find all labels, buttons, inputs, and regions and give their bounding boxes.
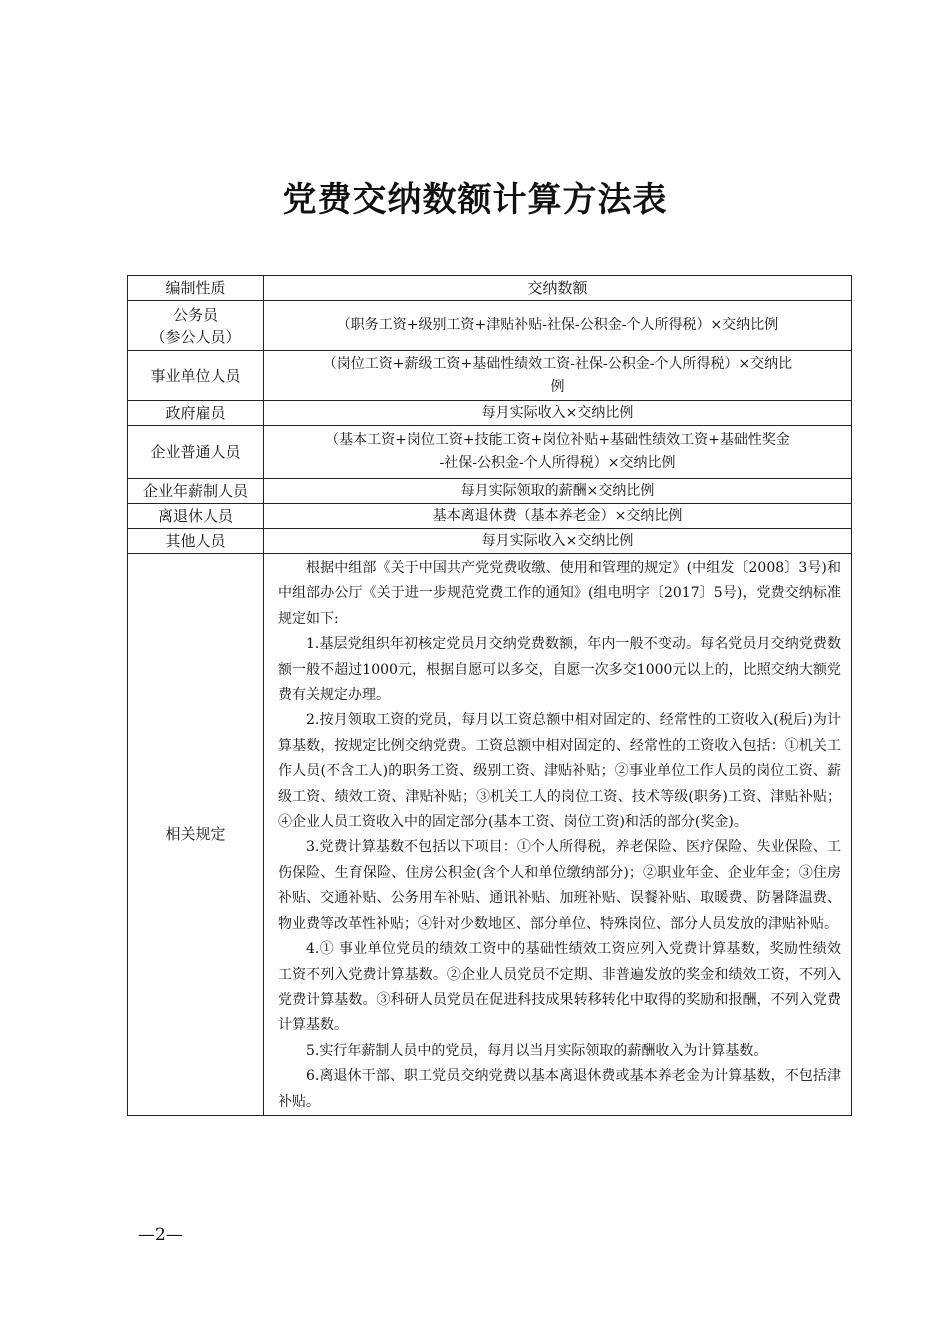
category-cell: 离退休人员 — [128, 504, 264, 529]
category-cell: 政府雇员 — [128, 401, 264, 426]
category-label: 公务员 — [172, 305, 218, 324]
table-row-rules — [128, 554, 852, 1116]
formula-cell — [264, 426, 852, 479]
category-cell: 企业年薪制人员 — [128, 479, 264, 504]
category-sublabel: （参公人员） — [150, 327, 241, 346]
dues-calculation-table — [127, 275, 852, 1116]
table-row — [128, 479, 852, 504]
rules-paragraph: 3.党费计算基数不包括以下项目：①个人所得税，养老保险、医疗保险、失业保险、工伤保险、生育保险、住房公积金(含个人和单位缴纳部分)；②职业年金、企业年金；③住房补贴、交通补贴、公务用车补贴、通讯补贴、加班补贴、误餐补贴、取暖费、防暑降温费、物业费等改革性补贴；④针对少数地区、部分单位、特殊岗位、部分人员发放的津贴补贴。 — [278, 839, 841, 932]
rules-paragraph: 2.按月领取工资的党员，每月以工资总额中相对固定的、经常性的工资收入(税后)为计算基数，按规定比例交纳党费。工资总额中相对固定的、经常性的工资收入包括：①机关工作人员(不含工人)的职务工资、级别工资、津贴补贴；②事业单位工作人员的岗位工资、薪级工资、绩效工资、津贴补贴；③机关工人的岗位工资、技术等级(职务)工资、津贴补贴；④企业人员工资收入中的固定部分(基本工资、岗位工资)和活的部分(奖金)。 — [278, 712, 841, 831]
formula-line: 例 — [550, 378, 565, 395]
formula-line: -社保-公积金-个人所得税）×交纳比例 — [439, 455, 676, 471]
formula-cell — [264, 351, 852, 401]
table-row — [128, 401, 852, 426]
table-row — [128, 529, 852, 554]
rules-paragraph: 6.离退休干部、职工党员交纳党费以基本离退休费或基本养老金为计算基数，不包括津补贴。 — [278, 1068, 841, 1110]
table-row — [128, 351, 852, 401]
header-amount: 交纳数额 — [264, 276, 852, 301]
table-row — [128, 301, 852, 351]
formula-cell: 基本离退休费（基本养老金）×交纳比例 — [264, 504, 852, 529]
rules-cell — [264, 554, 852, 1116]
category-cell: 事业单位人员 — [128, 351, 264, 401]
category-cell: 企业普通人员 — [128, 426, 264, 479]
formula-line: （岗位工资+薪级工资+基础性绩效工资-社保-公积金-个人所得税）×交纳比 — [322, 355, 793, 372]
category-cell: 其他人员 — [128, 529, 264, 554]
category-cell — [128, 301, 264, 351]
rules-paragraph: 4.① 事业单位党员的绩效工资中的基础性绩效工资应列入党费计算基数，奖励性绩效工资不列入党费计算基数。②企业人员党员不定期、非普遍发放的奖金和绩效工资，不列入党费计算基数。③科研人员党员在促进科技成果转移转化中取得的奖励和报酬，不列入党费计算基数。 — [278, 941, 841, 1034]
page-number: —2— — [138, 1225, 183, 1245]
formula-line: （基本工资+岗位工资+技能工资+岗位补贴+基础性绩效工资+基础性奖金 — [325, 432, 790, 448]
formula-cell: 每月实际收入×交纳比例 — [264, 529, 852, 554]
formula-cell: （职务工资+级别工资+津贴补贴-社保-公积金-个人所得税）×交纳比例 — [264, 301, 852, 351]
header-category: 编制性质 — [128, 276, 264, 301]
formula-cell: 每月实际领取的薪酬×交纳比例 — [264, 479, 852, 504]
formula-cell: 每月实际收入×交纳比例 — [264, 401, 852, 426]
rules-paragraph: 1.基层党组织年初核定党员月交纳党费数额，年内一般不变动。每名党员月交纳党费数额一般不超过1000元，根据自愿可以多交，自愿一次多交1000元以上的，比照交纳大额党费有关规定办理。 — [278, 636, 841, 704]
category-cell: 相关规定 — [128, 554, 264, 1116]
table-header-row — [128, 276, 852, 301]
table-row — [128, 504, 852, 529]
rules-paragraph: 根据中组部《关于中国共产党党费收缴、使用和管理的规定》(中组发〔2008〕3号)和中组部办公厅《关于进一步规范党费工作的通知》(组电明字〔2017〕5号)，党费交纳标准规定如下: — [278, 560, 841, 627]
rules-paragraph: 5.实行年薪制人员中的党员，每月以当月实际领取的薪酬收入为计算基数。 — [306, 1042, 768, 1059]
table-row — [128, 426, 852, 479]
page-title: 党费交纳数额计算方法表 — [282, 180, 668, 220]
